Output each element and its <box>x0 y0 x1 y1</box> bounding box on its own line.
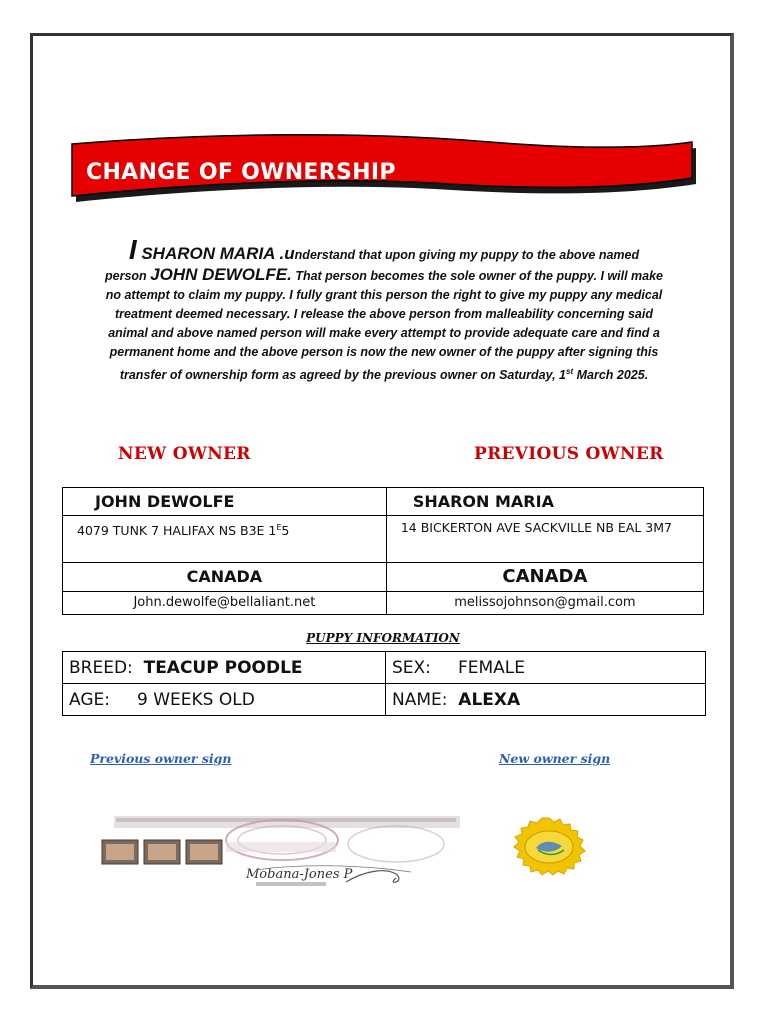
puppy-info-table <box>62 651 706 716</box>
statement-text: person <box>105 269 151 283</box>
age-value: 9 WEEKS OLD <box>137 689 255 710</box>
name-cell <box>386 684 706 716</box>
previous-owner-country: CANADA <box>386 563 703 592</box>
sex-label: SEX: <box>392 657 431 678</box>
owner-details-table <box>62 487 704 615</box>
statement-text: nderstand that upon giving my puppy to the above named <box>294 248 640 262</box>
breed-cell <box>63 652 386 684</box>
ordinal-suffix: st <box>566 367 574 376</box>
new-owner-name: JOHN DEWOLFE <box>63 488 387 516</box>
previous-owner-sign-link[interactable]: Previous owner sign <box>90 751 232 766</box>
document-title: CHANGE OF OWNERSHIP <box>86 160 396 185</box>
address-superscript: E <box>276 523 282 532</box>
puppy-information-title: PUPPY INFORMATION <box>306 631 460 645</box>
new-owner-country: CANADA <box>63 563 387 592</box>
lead-u: u <box>284 244 295 263</box>
new-owner-email: John.dewolfe@bellaliant.net <box>63 592 387 615</box>
previous-owner-name-inline: SHARON MARIA . <box>136 244 285 263</box>
previous-owner-address <box>386 516 703 563</box>
previous-owner-heading: PREVIOUS OWNER <box>474 444 664 464</box>
age-label: AGE: <box>69 689 110 710</box>
lead-letter: I <box>128 234 137 265</box>
breed-label: BREED: <box>69 657 133 678</box>
statement-text: transfer of ownership form as agreed by the previous owner on Saturday, 1 <box>119 368 566 383</box>
statement-line-2 <box>78 265 690 286</box>
breed-value: TEACUP POODLE <box>143 657 303 678</box>
statement-date: March 2025. <box>573 368 649 383</box>
sex-cell <box>386 652 706 684</box>
name-value: ALEXA <box>458 689 521 710</box>
new-owner-sign-link[interactable]: New owner sign <box>499 751 611 766</box>
new-owner-heading: NEW OWNER <box>118 444 251 464</box>
statement-line-5: animal and above named person will make every attempt to provide adequate care and find a <box>108 326 660 340</box>
address-text: 14 BICKERTON AVE SACKVILLE NB EAL 3M7 <box>400 520 672 535</box>
new-owner-name-inline: JOHN DEWOLFE. <box>150 265 292 284</box>
ownership-statement <box>78 234 690 385</box>
signature-text: Mobana-Jones P <box>246 867 353 882</box>
statement-line-4: treatment deemed necessary. I release the above person from malleability concerning said <box>115 307 653 321</box>
address-text: 4079 TUNK 7 HALIFAX NS B3E 1 <box>77 523 277 539</box>
signature-stamp-image <box>96 812 466 892</box>
gold-seal-image <box>508 816 590 876</box>
new-owner-address <box>63 516 387 563</box>
name-label: NAME: <box>392 689 448 710</box>
previous-owner-name: SHARON MARIA <box>386 488 703 516</box>
age-cell <box>63 684 386 716</box>
statement-text: That person becomes the sole owner of the puppy. I will make <box>291 269 663 283</box>
address-text: 5 <box>281 523 290 539</box>
statement-line-3: no attempt to claim my puppy. I fully grant this person the right to give my puppy any medical <box>105 288 663 302</box>
statement-line-1 <box>78 234 690 265</box>
sex-value: FEMALE <box>457 657 525 678</box>
statement-line-6: permanent home and the above person is now the new owner of the puppy after signing this <box>109 345 659 359</box>
previous-owner-email: melissojohnson@gmail.com <box>386 592 703 615</box>
statement-line-7 <box>78 362 690 385</box>
